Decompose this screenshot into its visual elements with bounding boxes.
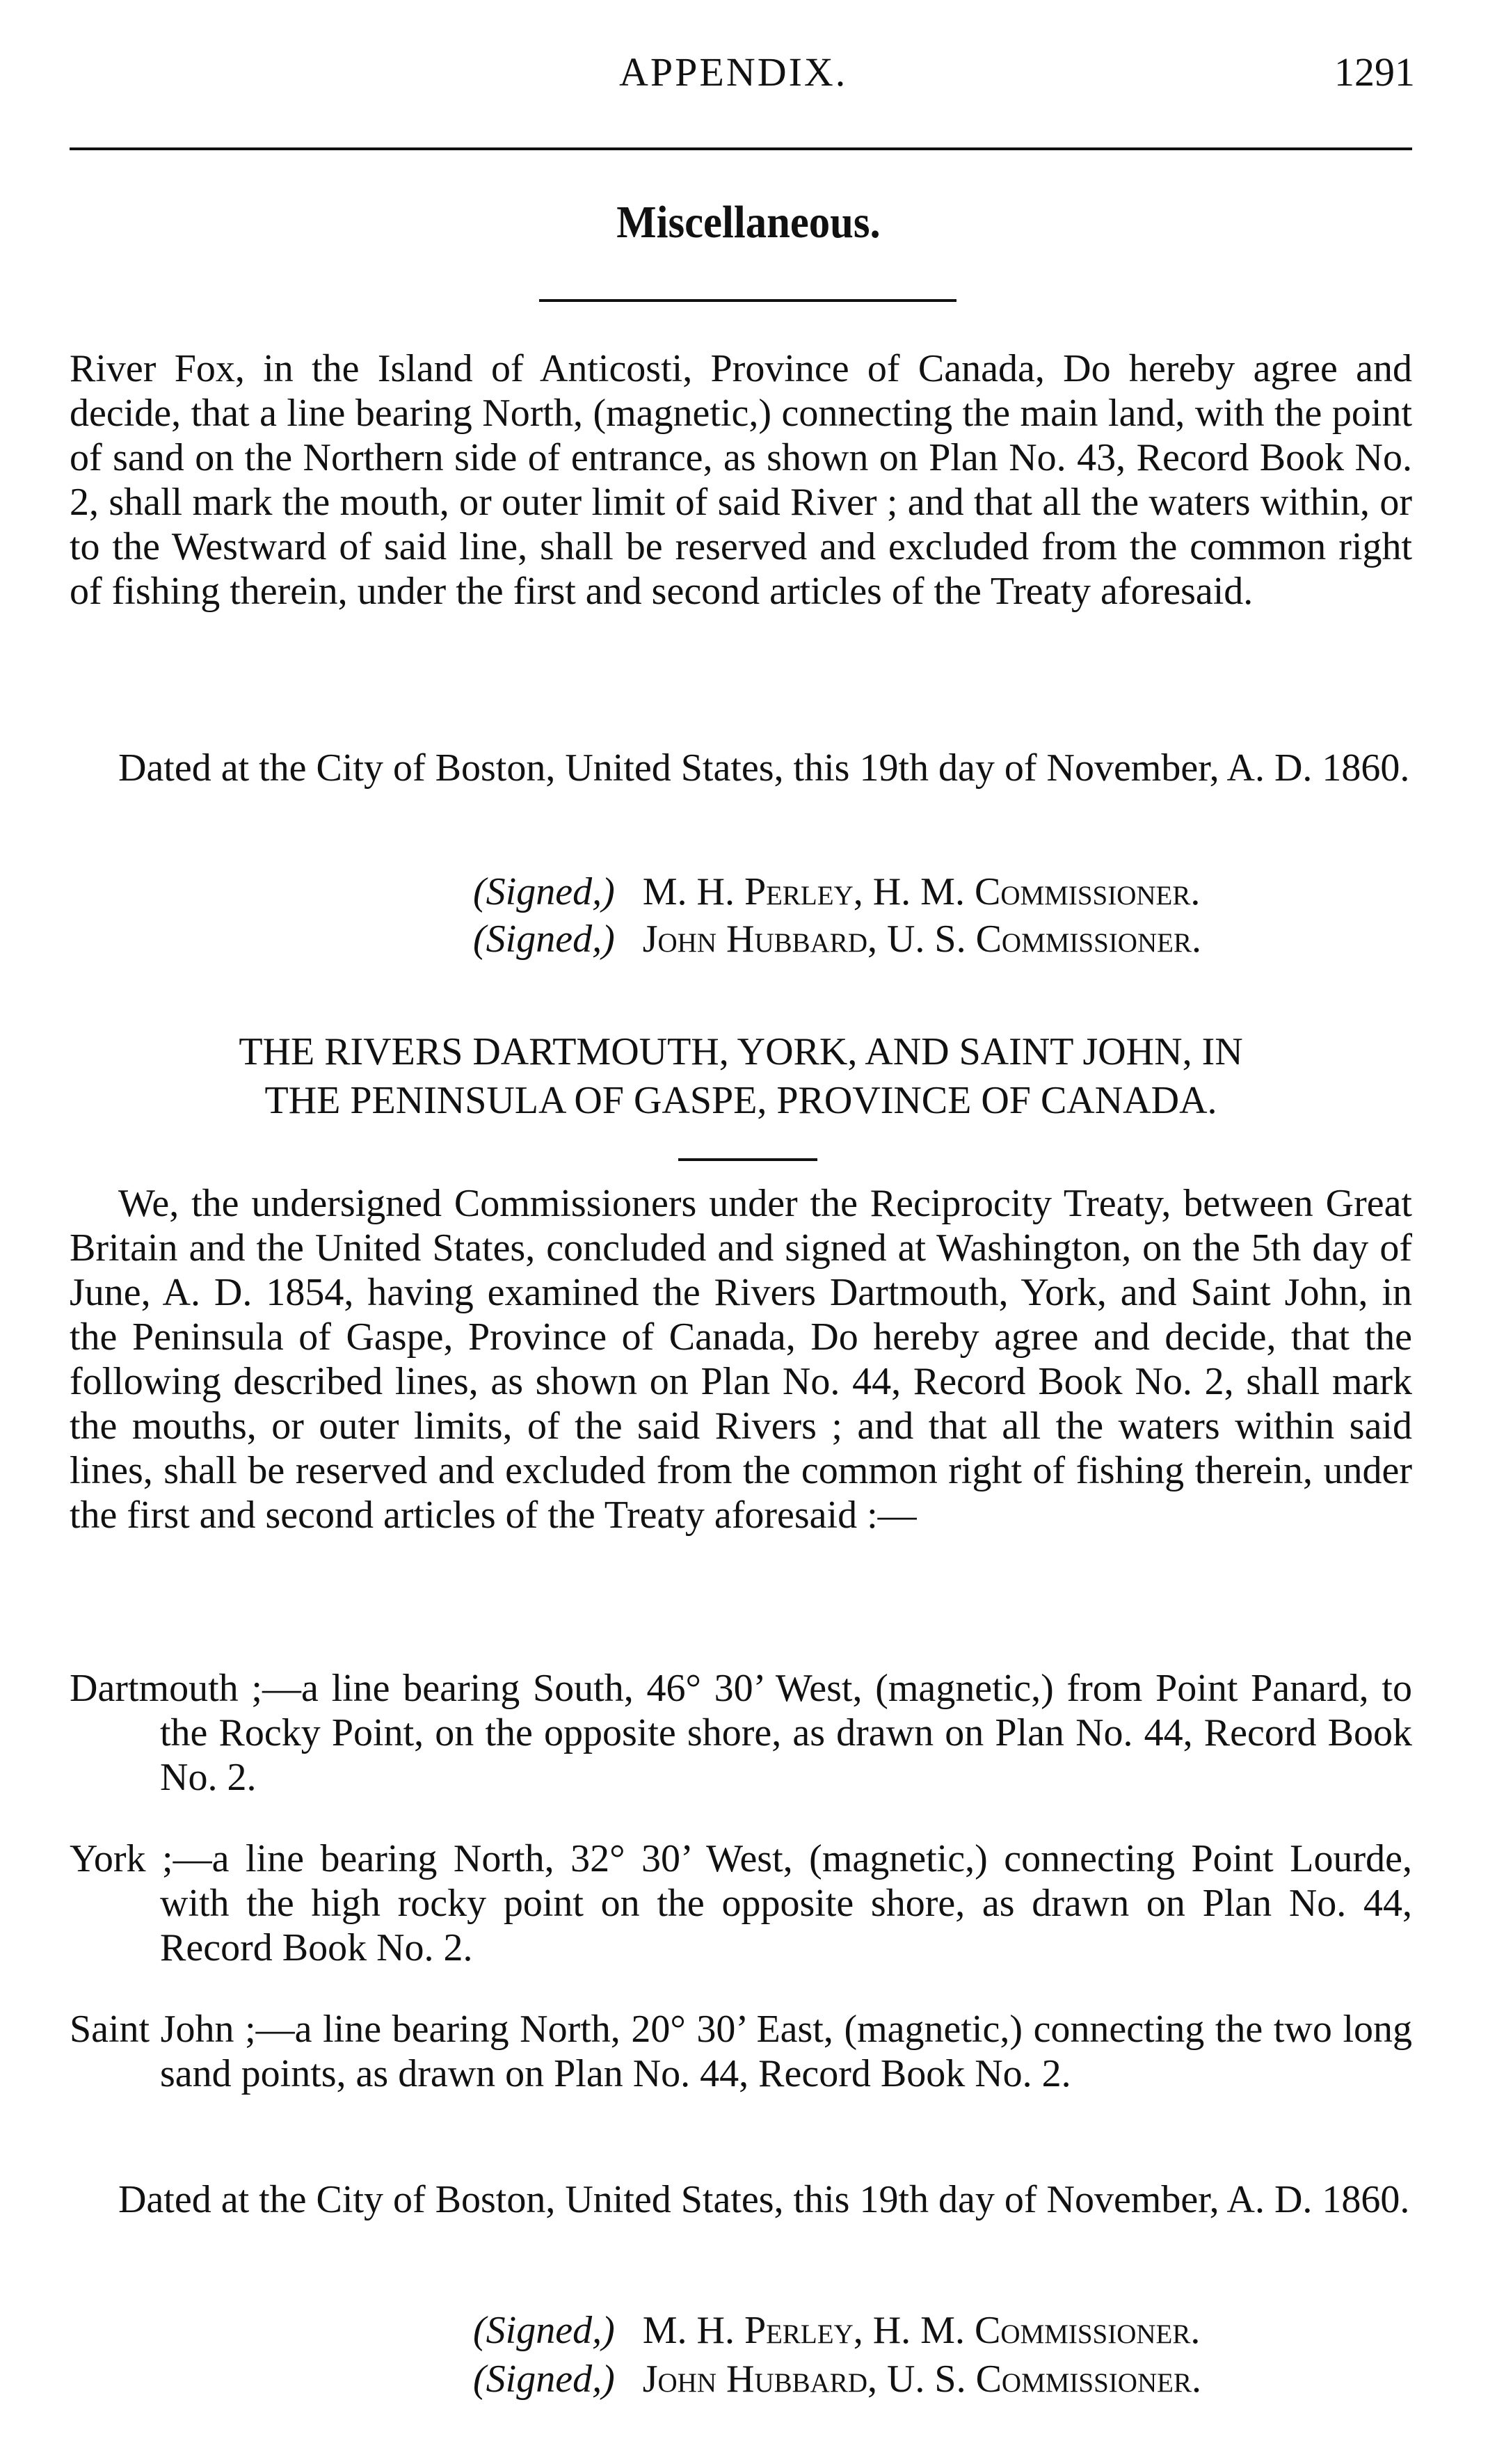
fox-dated: Dated at the City of Boston, United States, this 19th day of November, A. D. 1860. <box>118 746 1410 790</box>
signatory-name: M. H. Perley, H. M. Commissioner. <box>642 2309 1201 2352</box>
signed-label: (Signed,) <box>473 2358 615 2401</box>
signatory-name: John Hubbard, U. S. Commissioner. <box>642 2358 1201 2401</box>
header-rule <box>70 147 1412 150</box>
signatory-name: M. H. Perley, H. M. Commissioner. <box>642 870 1201 913</box>
rivers-intro: We, the undersigned Commissioners under the Reciprocity Treaty, between Great Britain and the United States, concluded and signed at Washington, on the 5th day of June, A. D. 1854, having examined the Rivers Dartmouth, York, and Saint John, in the Peninsula of Gaspe, Province of Canada, Do hereby agree and decide, that the following described lines, as shown on Plan No. 44, Record Book No. 2, shall mark the mouths, or outer limits, of the said Rivers ; and that all the waters within said lines, shall be reserved and excluded from the common right of fishing therein, under the first and second articles of the Treaty aforesaid :— <box>70 1182 1412 1537</box>
section-divider <box>539 299 956 302</box>
fox-signature-2 <box>473 917 1201 961</box>
rivers-heading-line-1: THE RIVERS DARTMOUTH, YORK, AND SAINT JOHN, IN <box>239 1030 1243 1073</box>
signatory-name: John Hubbard, U. S. Commissioner. <box>642 918 1201 961</box>
signed-label: (Signed,) <box>473 870 615 913</box>
section-title: Miscellaneous. <box>616 197 881 248</box>
entry-saint-john: Saint John ;—a line bearing North, 20° 30’ East, (magnetic,) connecting the two long sand points, as drawn on Plan No. 44, Record Book No. 2. <box>70 2008 1412 2095</box>
page-number: 1291 <box>1334 49 1415 95</box>
rivers-heading-line-2: THE PENINSULA OF GASPE, PROVINCE OF CANADA. <box>264 1079 1217 1122</box>
entry-dartmouth: Dartmouth ;—a line bearing South, 46° 30’ West, (magnetic,) from Point Panard, to the Rocky Point, on the opposite shore, as drawn on Plan No. 44, Record Book No. 2. <box>70 1667 1412 1799</box>
rivers-dated: Dated at the City of Boston, United States, this 19th day of November, A. D. 1860. <box>118 2178 1410 2221</box>
rivers-signature-1 <box>473 2308 1200 2353</box>
entry-york: York ;—a line bearing North, 32° 30’ West, (magnetic,) connecting Point Lourde, with the high rocky point on the opposite shore, as drawn on Plan No. 44, Record Book No. 2. <box>70 1837 1412 1969</box>
signed-label: (Signed,) <box>473 2309 615 2352</box>
fox-signature-1 <box>473 870 1200 914</box>
running-title: APPENDIX. <box>619 49 848 95</box>
rivers-divider <box>678 1158 817 1161</box>
fox-paragraph: River Fox, in the Island of Anticosti, Province of Canada, Do hereby agree and decide, that a line bearing North, (magnetic,) connecting the main land, with the point of sand on the Northern side of entrance, as shown on Plan No. 43, Record Book No. 2, shall mark the mouth, or outer limit of said River ; and that all the waters within, or to the Westward of said line, shall be reserved and excluded from the common right of fishing therein, under the first and second articles of the Treaty aforesaid. <box>70 347 1412 613</box>
rivers-signature-2 <box>473 2357 1201 2401</box>
running-header <box>0 49 1497 104</box>
signed-label: (Signed,) <box>473 918 615 961</box>
